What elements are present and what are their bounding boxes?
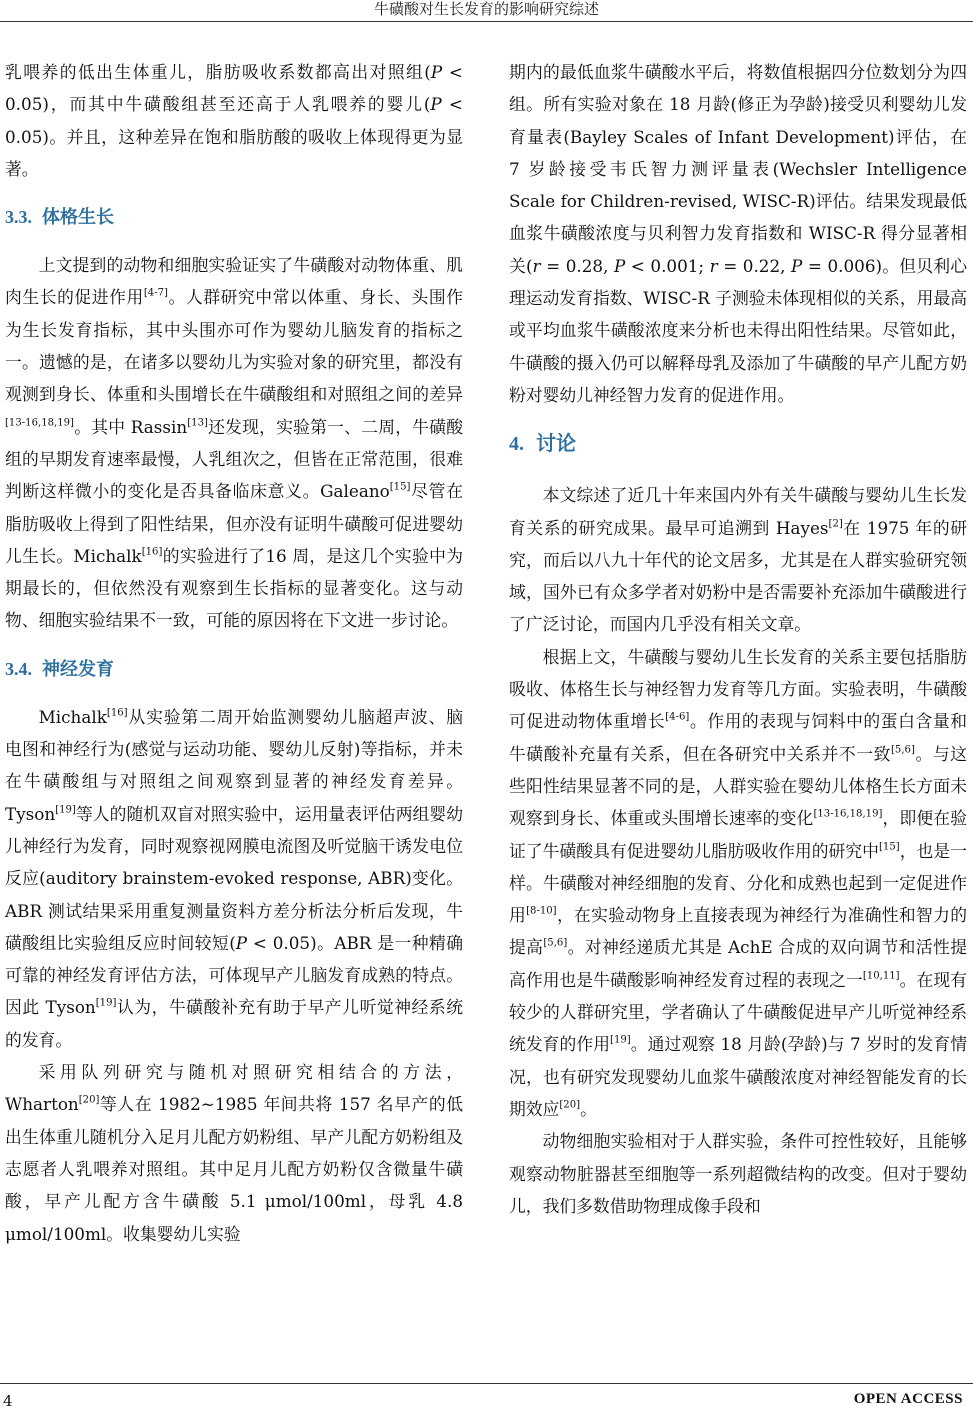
page-number: 4 bbox=[3, 1392, 13, 1410]
section-title: 体格生长 bbox=[42, 207, 114, 229]
section-number: 4. bbox=[509, 433, 524, 456]
paragraph: 乳喂养的低出生体重儿，脂肪吸收系数都高出对照组(P < 0.05)，而其中牛磺酸组甚至还高于人乳喂养的婴儿(P < 0.05)。并且，这种差异在饱和脂肪酸的吸收上体现得更为显著。 bbox=[5, 62, 463, 179]
paragraph: Michalk[16]从实验第二周开始监测婴幼儿脑超声波、脑电图和神经行为(感觉与运动功能、婴幼儿反射)等指标，并未在牛磺酸组与对照组之间观察到显著的神经发育差异。Tyson[19]等人的随机双盲对照实验中，运用量表评估两组婴幼儿神经行为发育，同时观察视网膜电流图及听觉脑干诱发电位反应(auditory brainstem-evoked response, ABR)变化。ABR 测试结果采用重复测量资料方差分析法分析后发现，牛磺酸组比实验组反应时间较短(P < 0.05)。ABR 是一种精确可靠的神经发育评估方法，可体现早产儿脑发育成熟的特点。因此 Tyson[19]认为，牛磺酸补充有助于早产儿听觉神经系统的发育。 bbox=[5, 706, 463, 1050]
journal-label: OPEN ACCESS bbox=[853, 1391, 963, 1407]
paragraph: 动物细胞实验相对于人群实验，条件可控性较好，且能够观察动物脏器甚至细胞等一系列超微结构的改变。但对于婴幼儿，我们多数借助物理成像手段和 bbox=[509, 1131, 967, 1216]
running-header-title: 牛磺酸对生长发育的影响研究综述 bbox=[373, 0, 599, 18]
page-footer bbox=[0, 1383, 973, 1412]
paragraph: 本文综述了近几十年来国内外有关牛磺酸与婴幼儿生长发育关系的研究成果。最早可追溯到 Hayes[2]在 1975 年的研究，而后以八九十年代的论文居多，尤其是在人群实验研究领域，国外已有众多学者对奶粉中是否需要补充添加牛磺酸进行了广泛讨论，而国内几乎没有相关文章。 bbox=[509, 485, 967, 635]
section-title: 神经发育 bbox=[42, 658, 114, 680]
section-number: 3.3. bbox=[5, 207, 32, 228]
paragraph: 根据上文，牛磺酸与婴幼儿生长发育的关系主要包括脂肪吸收、体格生长与神经智力发育等几方面。实验表明，牛磺酸可促进动物体重增长[4-6]。作用的表现与饲料中的蛋白含量和牛磺酸补充量有关系，但在各研究中关系并不一致[5,6]。与这些阳性结果显著不同的是，人群实验在婴幼儿体格生长方面未观察到身长、体重或头围增长速率的变化[13-16,18,19]，即便在验证了牛磺酸具有促进婴幼儿脂肪吸收作用的研究中[15]，也是一样。牛磺酸对神经细胞的发育、分化和成熟也起到一定促进作用[8-10]，在实验动物身上直接表现为神经行为准确性和智力的提高[5,6]。对神经递质尤其是 AchE 合成的双向调节和活性提高作用也是牛磺酸影响神经发育过程的表现之一[10,11]。在现有较少的人群研究里，学者确认了牛磺酸促进早产儿听觉神经系统发育的作用[19]。通过观察 18 月龄(孕龄)与 7 岁时的发育情况，也有研究发现婴幼儿血浆牛磺酸浓度对神经智能发育的长期效应[20]。 bbox=[509, 646, 967, 1119]
left-column bbox=[5, 56, 463, 1250]
paragraph: 期内的最低血浆牛磺酸水平后，将数值根据四分位数划分为四组。所有实验对象在 18 月龄(修正为孕龄)接受贝利婴幼儿发育量表(Bayley Scales of Infant Development)评估，在 7 岁龄接受韦氏智力测评量表(Wechsler Intelligence Scale for Children-revised, WISC-R)评估。结果发现最低血浆牛磺酸浓度与贝利智力发育指数和 WISC-R 得分显著相关(r = 0.28, P < 0.001; r = 0.22, P = 0.006)。但贝利心理运动发育指数、WISC-R 子测验未体现相似的关系，用最高或平均血浆牛磺酸浓度来分析也未得出阳性结果。尽管如此，牛磺酸的摄入仍可以解释母乳及添加了牛磺酸的早产儿配方奶粉对婴幼儿神经智力发育的促进作用。 bbox=[509, 62, 967, 405]
section-title: 讨论 bbox=[536, 431, 576, 456]
section-heading-4 bbox=[509, 415, 967, 471]
right-column bbox=[509, 56, 967, 1222]
section-heading-3-4 bbox=[5, 643, 463, 695]
section-number: 3.4. bbox=[5, 658, 32, 679]
section-heading-3-3 bbox=[5, 191, 463, 243]
running-header bbox=[0, 0, 973, 22]
paragraph: 采用队列研究与随机对照研究相结合的方法，Wharton[20]等人在 1982~1985 年间共将 157 名早产的低出生体重儿随机分入足月儿配方奶粉组、早产儿配方奶粉组及志愿者人乳喂养对照组。其中足月儿配方奶粉仅含微量牛磺酸，早产儿配方含牛磺酸 5.1 μmol/100ml，母乳 4.8 μmol/100ml。收集婴幼儿实验 bbox=[5, 1062, 463, 1244]
paragraph: 上文提到的动物和细胞实验证实了牛磺酸对动物体重、肌肉生长的促进作用[4-7]。人群研究中常以体重、身长、头围作为生长发育指标，其中头围亦可作为婴幼儿脑发育的指标之一。遗憾的是，在诸多以婴幼儿为实验对象的研究里，都没有观测到身长、体重和头围增长在牛磺酸组和对照组之间的差异[13-16,18,19]。其中 Rassin[13]还发现，实验第一、二周，牛磺酸组的早期发育速率最慢，人乳组次之，但皆在正常范围，很难判断这样微小的变化是否具备临床意义。Galeano[15]尽管在脂肪吸收上得到了阳性结果，但亦没有证明牛磺酸可促进婴幼儿生长。Michalk[16]的实验进行了16 周，是这几个实验中为期最长的，但依然没有观察到生长指标的显著变化。这与动物、细胞实验结果不一致，可能的原因将在下文进一步讨论。 bbox=[5, 255, 463, 631]
